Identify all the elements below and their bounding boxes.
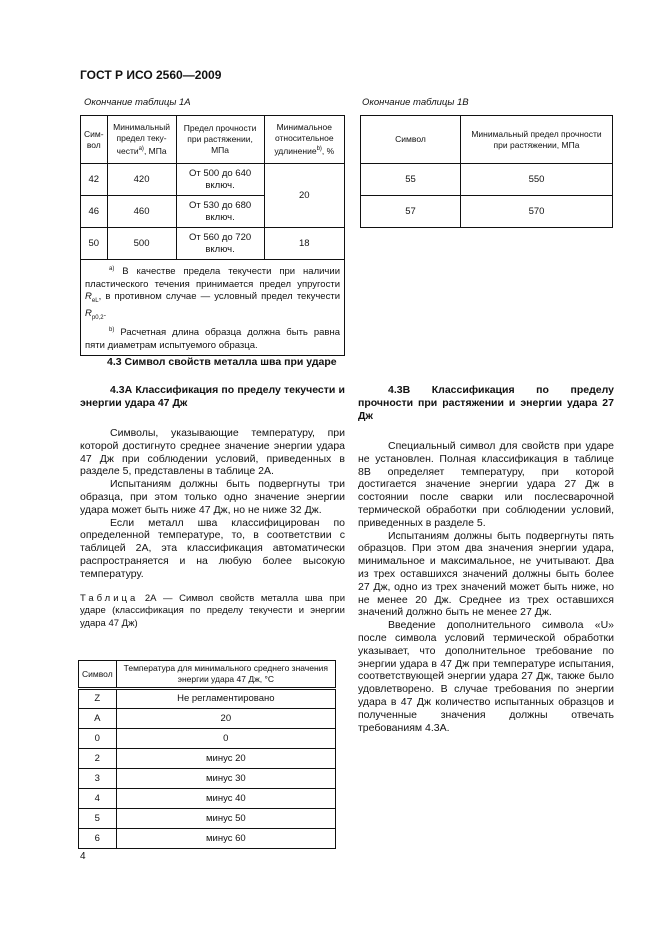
cell: Z bbox=[79, 689, 117, 709]
cell: 5 bbox=[79, 809, 117, 829]
cell: 460 bbox=[107, 196, 176, 228]
table-row bbox=[79, 769, 336, 789]
th-yield: Минимальный предел теку-чести$^{a)}$, МПа bbox=[107, 116, 176, 164]
th-elongation: Минимальное относительное удлинение$^{b)}$, % bbox=[264, 116, 344, 164]
paragraph: Символы, указывающие температуру, при которой достигнуто среднее значение энергии удара 47 Дж при соблюдении условий, приведенных в разделе 5, представлены в таблице 2А. bbox=[80, 427, 345, 478]
table-row bbox=[79, 809, 336, 829]
cell: 42 bbox=[81, 164, 108, 196]
cell: 57 bbox=[361, 196, 461, 228]
paragraph: Введение дополнительного символа «U» после символа условий термической обработки указывает, что дополнительное требование по энергии удара в 47 Дж при температуре испытания, соответствующей энергии удара 27 Дж, также было удовлетворено. В случае требования по энергии удара в 47 Дж количество испытанных образцов и полученные значения должны отвечать требованиям 4.3А. bbox=[358, 619, 614, 734]
table-row bbox=[79, 749, 336, 769]
cell: минус 50 bbox=[116, 809, 335, 829]
table-row bbox=[361, 164, 613, 196]
table-row bbox=[79, 829, 336, 849]
cell: 20 bbox=[116, 709, 335, 729]
table-1b bbox=[360, 115, 613, 228]
left-column bbox=[80, 384, 345, 630]
cell: 550 bbox=[461, 164, 613, 196]
cell: 500 bbox=[107, 228, 176, 260]
cell: 18 bbox=[264, 228, 344, 260]
cell: 4 bbox=[79, 789, 117, 809]
cell: минус 40 bbox=[116, 789, 335, 809]
page-number: 4 bbox=[80, 851, 86, 862]
cell: От 500 до 640 включ. bbox=[176, 164, 264, 196]
table-row bbox=[81, 164, 345, 196]
subsection-heading: 4.3А Классификация по пределу текучести и энергии удара 47 Дж bbox=[80, 384, 345, 409]
table-2a bbox=[78, 660, 336, 849]
paragraph: Испытаниям должны быть подвергнуты пять образцов. При этом два значения энергии удара, минимальное и максимальное, не учитывают. Два из трех оставшихся значений должны быть более 27 Дж, одно из трех значений может быть ниже, но не менее 20 Дж. Среднее из трех оставшихся значений должно быть не менее 27 Дж. bbox=[358, 529, 614, 619]
cell: Не регламентировано bbox=[116, 689, 335, 709]
right-column bbox=[358, 384, 614, 734]
cell: От 530 до 680 включ. bbox=[176, 196, 264, 228]
cell: A bbox=[79, 709, 117, 729]
footnote-b: $^{b)}$ Расчетная длина образца должна быть равна пяти диаметрам испытуемого образца. bbox=[85, 326, 340, 351]
table-1a-caption: Окончание таблицы 1А bbox=[84, 97, 191, 108]
table-row bbox=[79, 709, 336, 729]
cell: 0 bbox=[116, 729, 335, 749]
th-symbol: Символ bbox=[79, 661, 117, 689]
document-header: ГОСТ Р ИСО 2560—2009 bbox=[80, 68, 222, 82]
th-tensile: Минимальный предел прочности при растяжении, МПа bbox=[461, 116, 613, 164]
cell: минус 60 bbox=[116, 829, 335, 849]
cell: 6 bbox=[79, 829, 117, 849]
cell: 55 bbox=[361, 164, 461, 196]
table-row bbox=[79, 729, 336, 749]
table-1a bbox=[80, 115, 345, 356]
cell: От 560 до 720 включ. bbox=[176, 228, 264, 260]
table-row bbox=[81, 228, 345, 260]
table-footnotes bbox=[81, 260, 345, 356]
subsection-heading: 4.3В Классификация по пределу прочности при растяжении и энергии удара 27 Дж bbox=[358, 384, 614, 422]
th-temperature: Температура для минимального среднего значения энергии удара 47 Дж, °С bbox=[116, 661, 335, 689]
paragraph: Если металл шва классифицирован по определенной температуре, то, в соответствии с таблицей 2А, эта классификация автоматически распространяется и на любую более высокую температуру. bbox=[80, 516, 345, 580]
cell: 420 bbox=[107, 164, 176, 196]
cell: минус 30 bbox=[116, 769, 335, 789]
footnote-a: $^{a)}$ В качестве предела текучести при наличии пластического течения принимается предел упругости $R_{eL}$, в противном случае — условный предел текучести $R_{p0,2}$. bbox=[85, 266, 340, 321]
paragraph: Испытаниям должны быть подвергнуты три образца, при этом только одно значение энергии удара может быть ниже 47 Дж, но не ниже 32 Дж. bbox=[80, 478, 345, 516]
cell: 2 bbox=[79, 749, 117, 769]
paragraph: Специальный символ для свойств при ударе не установлен. Полная классификация в таблице 8В определяет температуру, при которой достигается значение энергии удара 27 Дж в состоянии после сварки или послесварочной термической обработки при соблюдении условий, приведенных в разделе 5. bbox=[358, 440, 614, 529]
cell: 0 bbox=[79, 729, 117, 749]
cell: минус 20 bbox=[116, 749, 335, 769]
cell: 3 bbox=[79, 769, 117, 789]
cell: 46 bbox=[81, 196, 108, 228]
th-symbol: Символ bbox=[361, 116, 461, 164]
th-tensile: Предел прочности при растяжении, МПа bbox=[176, 116, 264, 164]
table-2a-caption: Таблица 2А — Символ свойств металла шва при ударе (классификация по пределу текучести и энергии удара 47 Дж) bbox=[80, 592, 346, 629]
cell: 50 bbox=[81, 228, 108, 260]
table-1b-caption: Окончание таблицы 1В bbox=[362, 97, 469, 108]
cell: 20 bbox=[264, 164, 344, 228]
table-row bbox=[79, 789, 336, 809]
cell: 570 bbox=[461, 196, 613, 228]
table-row bbox=[79, 689, 336, 709]
table-row bbox=[361, 196, 613, 228]
section-heading: 4.3 Символ свойств металла шва при ударе bbox=[107, 356, 337, 368]
th-symbol: Сим-вол bbox=[81, 116, 108, 164]
